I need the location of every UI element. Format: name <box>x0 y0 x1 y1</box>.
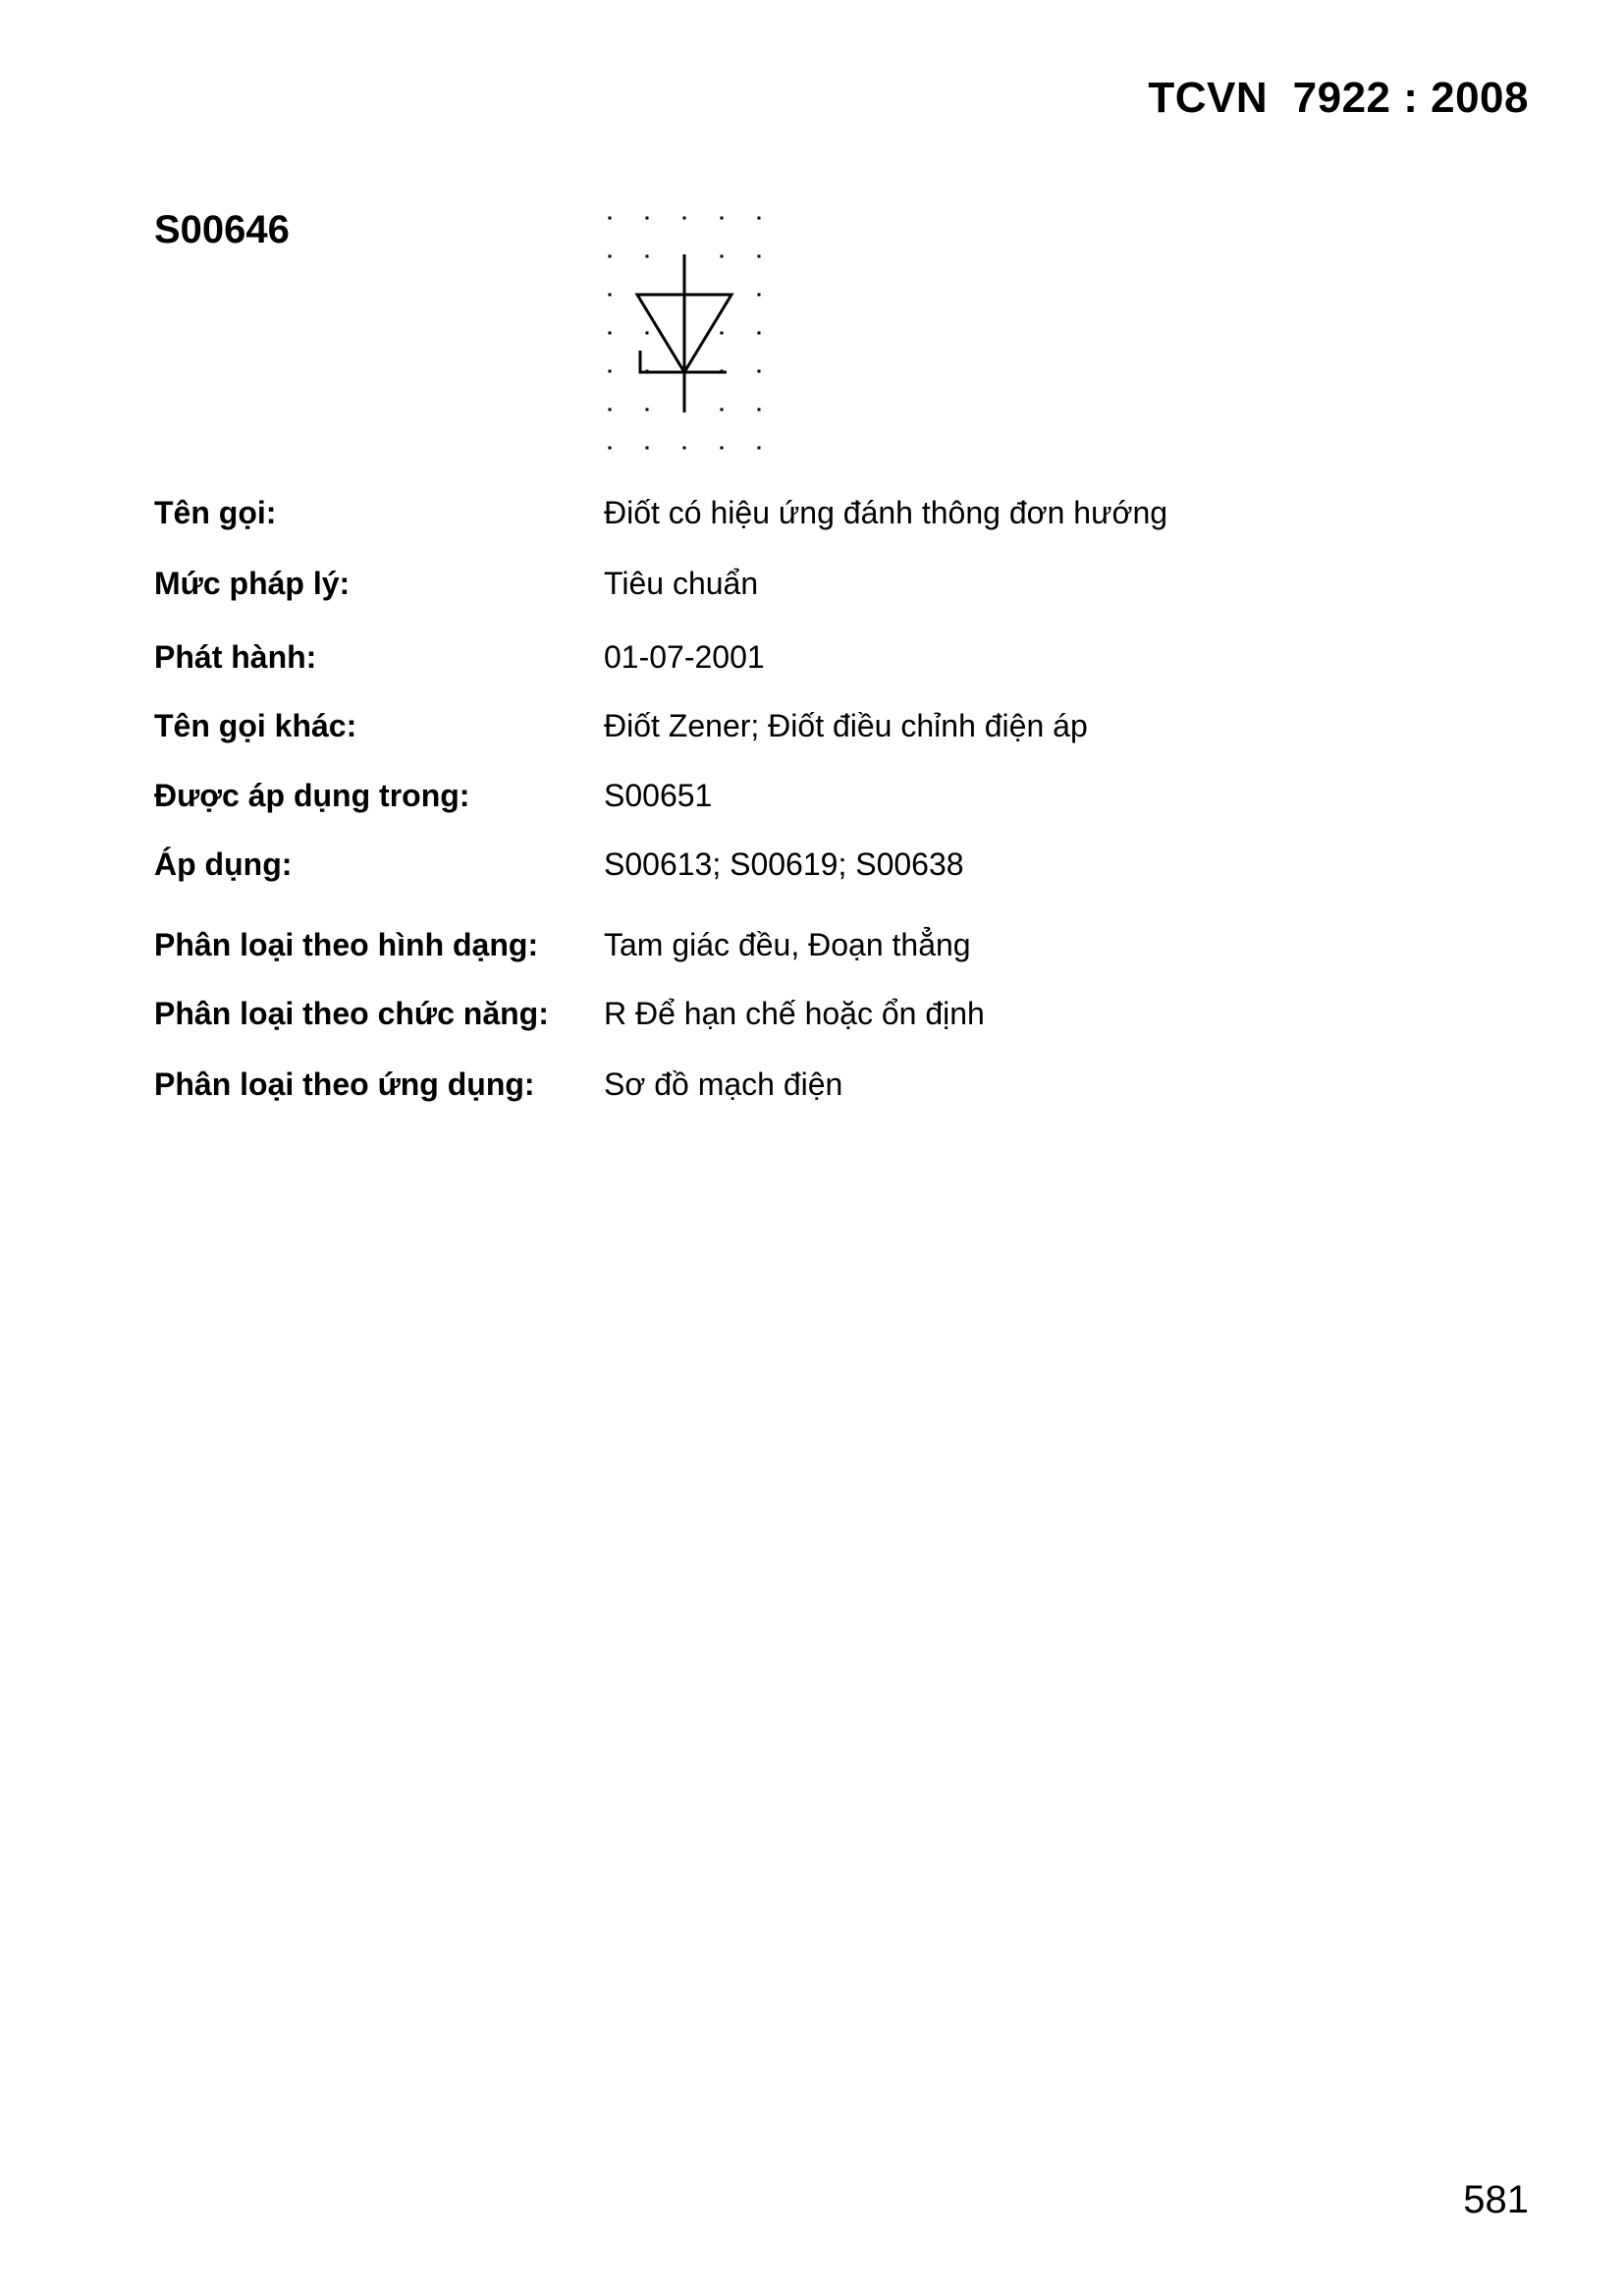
field-row <box>154 706 1529 745</box>
field-row <box>154 776 1529 815</box>
symbol-figure <box>589 194 785 452</box>
field-label: Phân loại theo ứng dụng: <box>154 1066 535 1102</box>
field-value: 01-07-2001 <box>604 639 765 675</box>
field-row <box>154 637 1529 677</box>
field-label: Phân loại theo hình dạng: <box>154 927 539 962</box>
field-value: R Để hạn chế hoặc ổn định <box>604 996 985 1031</box>
field-row <box>154 493 1529 532</box>
field-value: Sơ đồ mạch điện <box>604 1066 843 1102</box>
field-value: Tiêu chuẩn <box>604 566 759 601</box>
document-standard-title: TCVN 7922 : 2008 <box>1148 74 1529 122</box>
field-value: S00613; S00619; S00638 <box>604 847 964 882</box>
zener-diode-symbol-icon <box>589 194 785 452</box>
field-label: Tên gọi khác: <box>154 708 357 743</box>
field-label: Được áp dụng trong: <box>154 778 470 813</box>
field-row <box>154 1065 1529 1104</box>
field-row <box>154 845 1529 884</box>
field-value: S00651 <box>604 778 713 813</box>
diode-symbol-strokes <box>637 254 731 412</box>
field-label: Áp dụng: <box>154 847 293 882</box>
field-row <box>154 925 1529 964</box>
field-row <box>154 564 1529 603</box>
field-label: Mức pháp lý: <box>154 566 351 601</box>
field-label: Phân loại theo chức năng: <box>154 996 549 1031</box>
field-value: Điốt Zener; Điốt điều chỉnh điện áp <box>604 708 1088 743</box>
symbol-entry-id: S00646 <box>154 208 290 251</box>
field-label: Phát hành: <box>154 639 317 675</box>
field-label: Tên gọi: <box>154 495 277 530</box>
field-value: Tam giác đều, Đoạn thẳng <box>604 927 971 962</box>
field-value: Điốt có hiệu ứng đánh thông đơn hướng <box>604 495 1168 530</box>
field-row <box>154 994 1529 1033</box>
page-number: 581 <box>1463 2178 1529 2221</box>
